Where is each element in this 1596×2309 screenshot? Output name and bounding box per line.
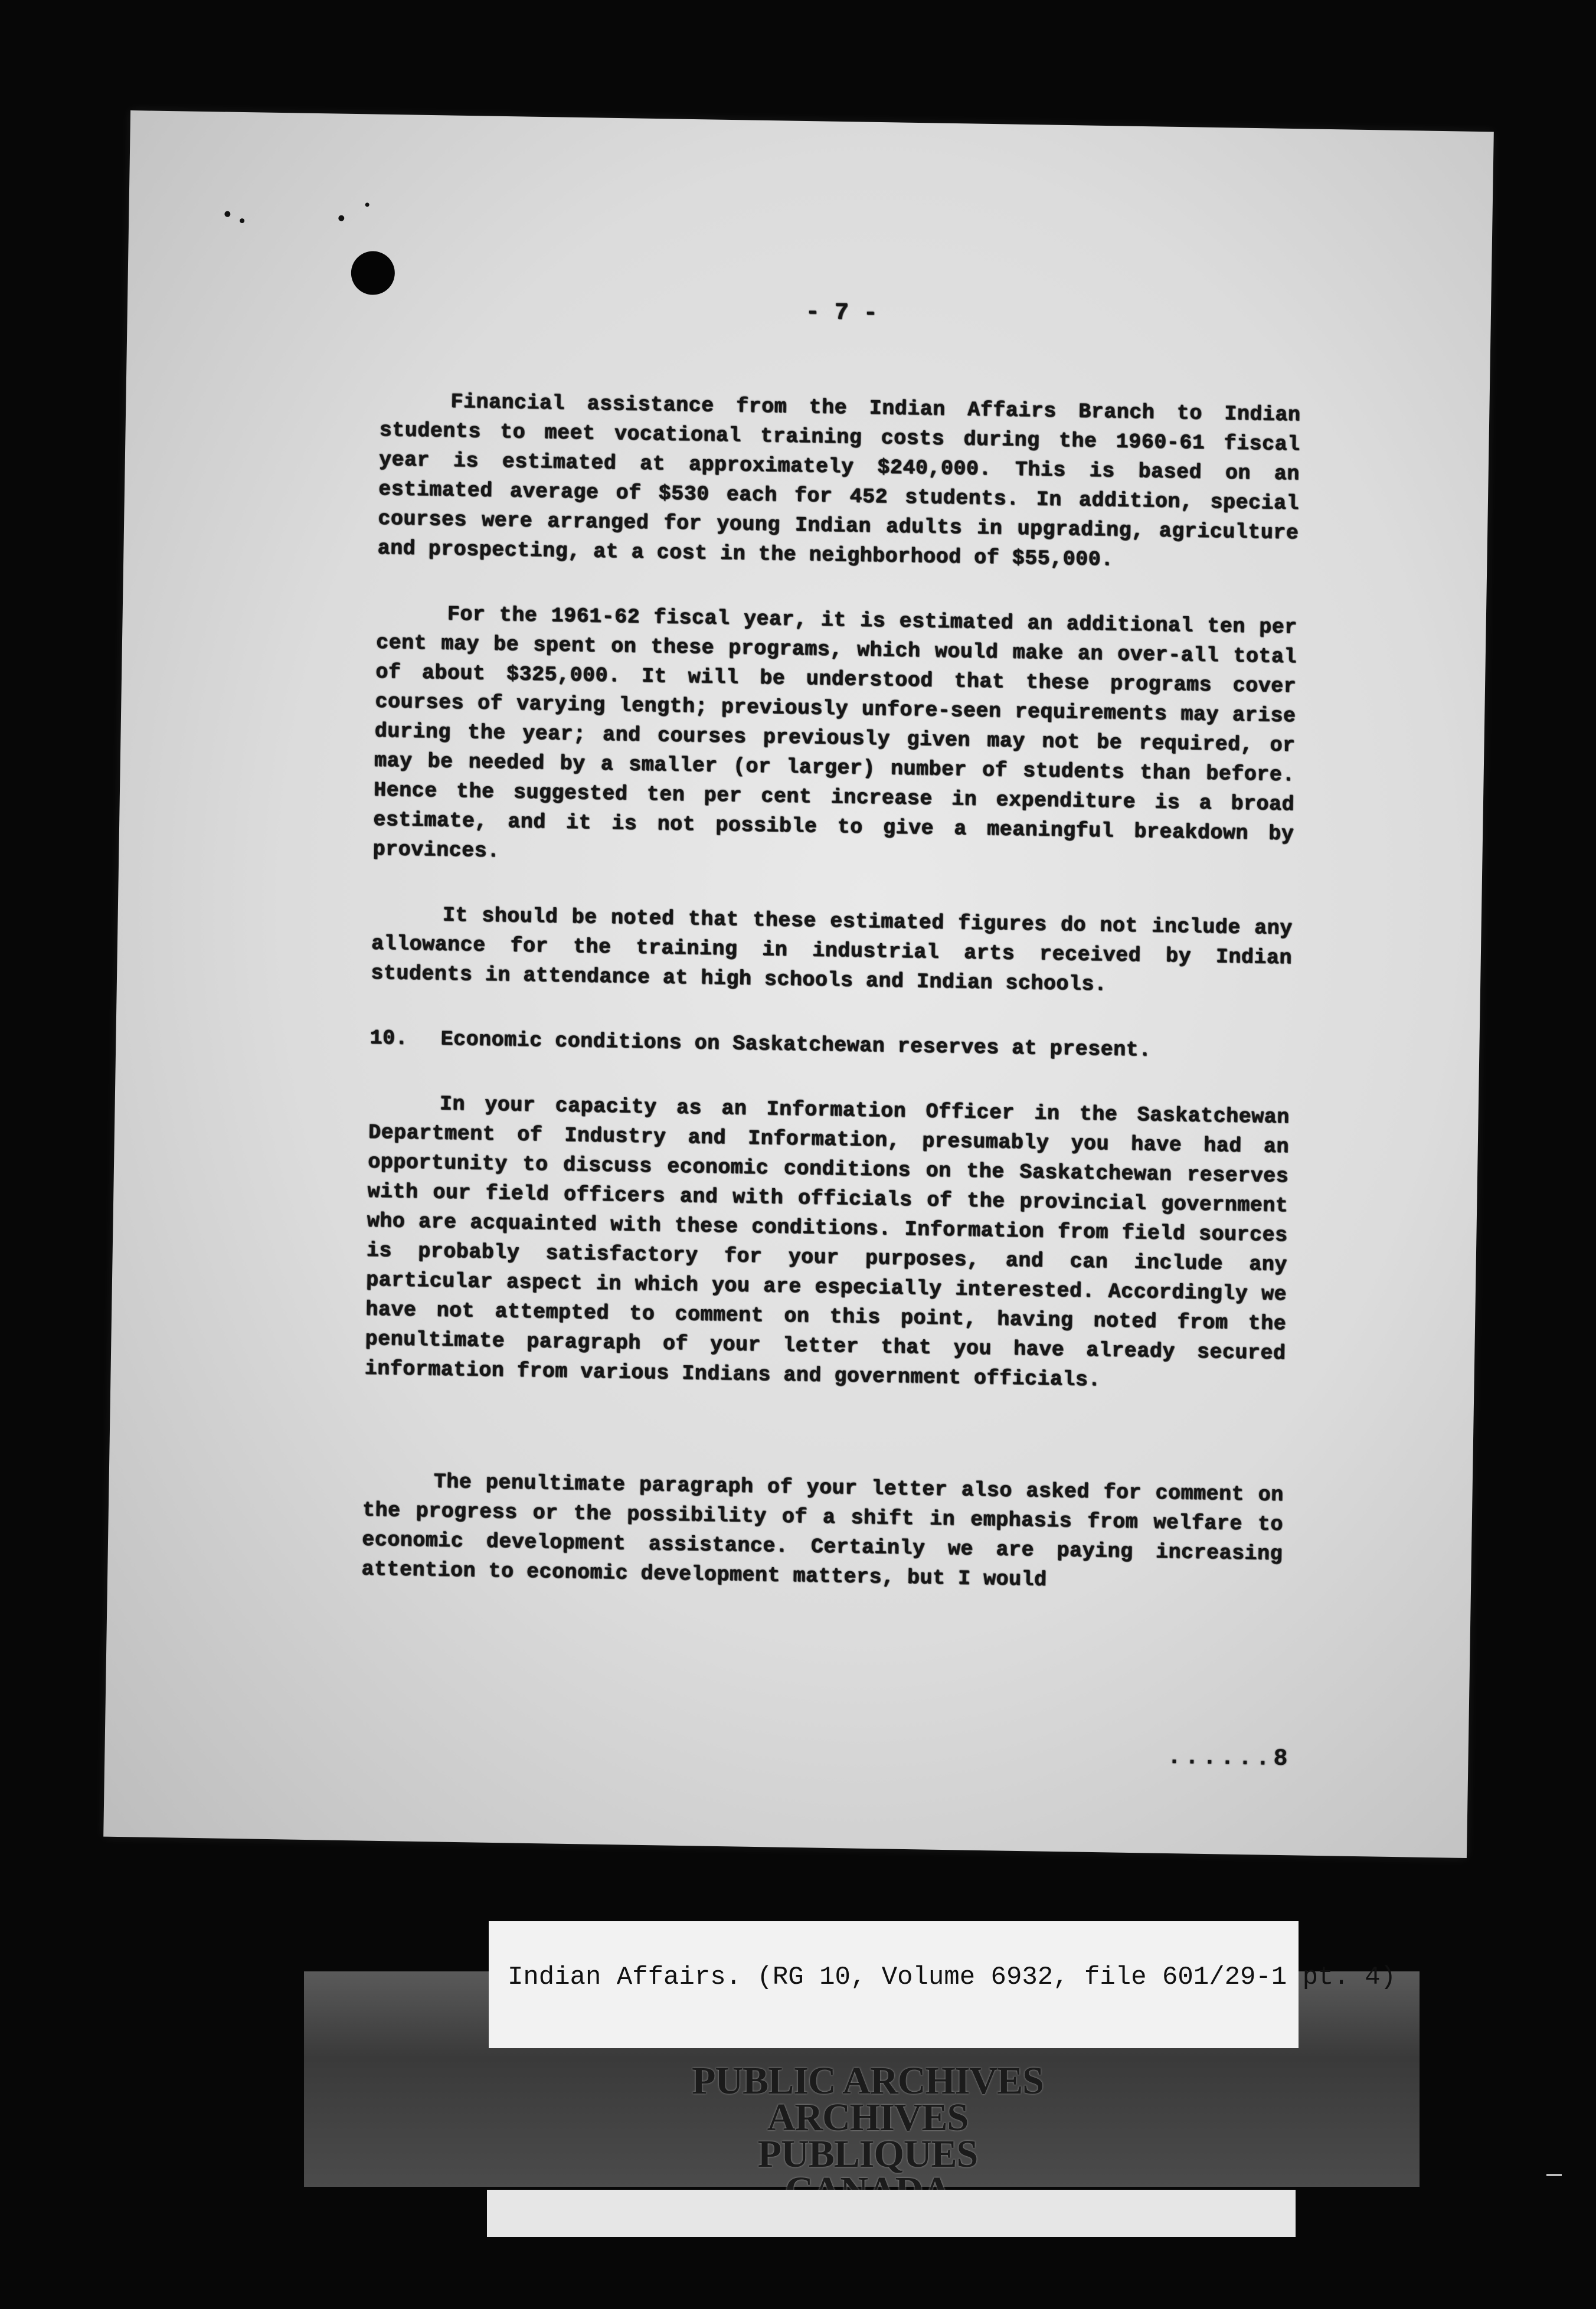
punch-hole [351,251,395,295]
scanned-page [103,110,1494,1858]
speck [338,215,344,221]
paragraph-economic-development: The penultimate paragraph of your letter also asked for comment on the progress or the possibility of a shift in emphasis from welfare to economic development assistance. Certainly we are paying increasing attention to economic development matters, but I would [361,1470,1284,1592]
paragraph-1961-62-estimate: For the 1961-62 fiscal year, it is estimated an additional ten per cent may be spent on these programs, which would make an over-all total of about $325,000. It will be understood that these programs cover courses of varying length; previously unfore-seen requirements may arise during the year; and courses previously given may not be required, or may be needed by a smaller (or larger) number of students than before. Hence the suggested ten per cent increase in expenditure is a broad estimate, and it is not possible to give a meaningful breakdown by provinces. [372,602,1297,864]
paragraph-industrial-arts-note: It should be noted that these estimated figures do not include any allowance for the training in industrial arts received by Indian students in attendance at high schools and Indian schools. [370,903,1293,997]
page-number: - 7 - [805,299,878,327]
film-edge-mark [1546,2174,1562,2176]
paragraph-information-officer: In your capacity as an Information Officer in the Saskatchewan Department of Industry and Information, presumably you have had an opportunity to discuss economic conditions on the Saskatchewan reserves with our field officers and with officials of the provincial government who are acquainted with these conditions. Information from field sources is probably satisfactory for your purposes, and can include any particular aspect in which you are especially interested. Accordingly we have not attempted to comment on this point, having noted from the penultimate paragraph of your letter that you have already secured information from various Indians and government officials. [364,1092,1290,1392]
continuation-marker: ......8 [1167,1744,1291,1773]
speck [365,202,369,207]
typed-letter-body [361,292,1302,1634]
speck [224,211,230,217]
section-number: 10. [369,1026,408,1051]
section-title: Economic conditions on Saskatchewan reserves at present. [440,1027,1152,1062]
label-bottom-strip [487,2190,1296,2237]
archive-reference-card [489,1921,1396,2048]
speck [240,218,244,223]
archive-reference: Indian Affairs. (RG 10, Volume 6932, file 601/29-1 pt. 4) [508,1963,1396,1992]
stamp-line: PUBLIC ARCHIVES [692,2059,1044,2102]
stamp-line: ARCHIVES PUBLIQUES [757,2096,978,2176]
paragraph-vocational-costs: Financial assistance from the Indian Affairs Branch to Indian students to meet vocational training costs during the 1960-61 fiscal year is estimated at approximately $240,000. This is based on an estimated average of $530 each for 452 students. In addition, special courses were arranged for young Indian adults in upgrading, agriculture and prospecting, at a cost in the neighborhood of $55,000. [377,390,1301,572]
section-heading [369,1023,1291,1067]
archives-stamp [655,2059,1080,2209]
